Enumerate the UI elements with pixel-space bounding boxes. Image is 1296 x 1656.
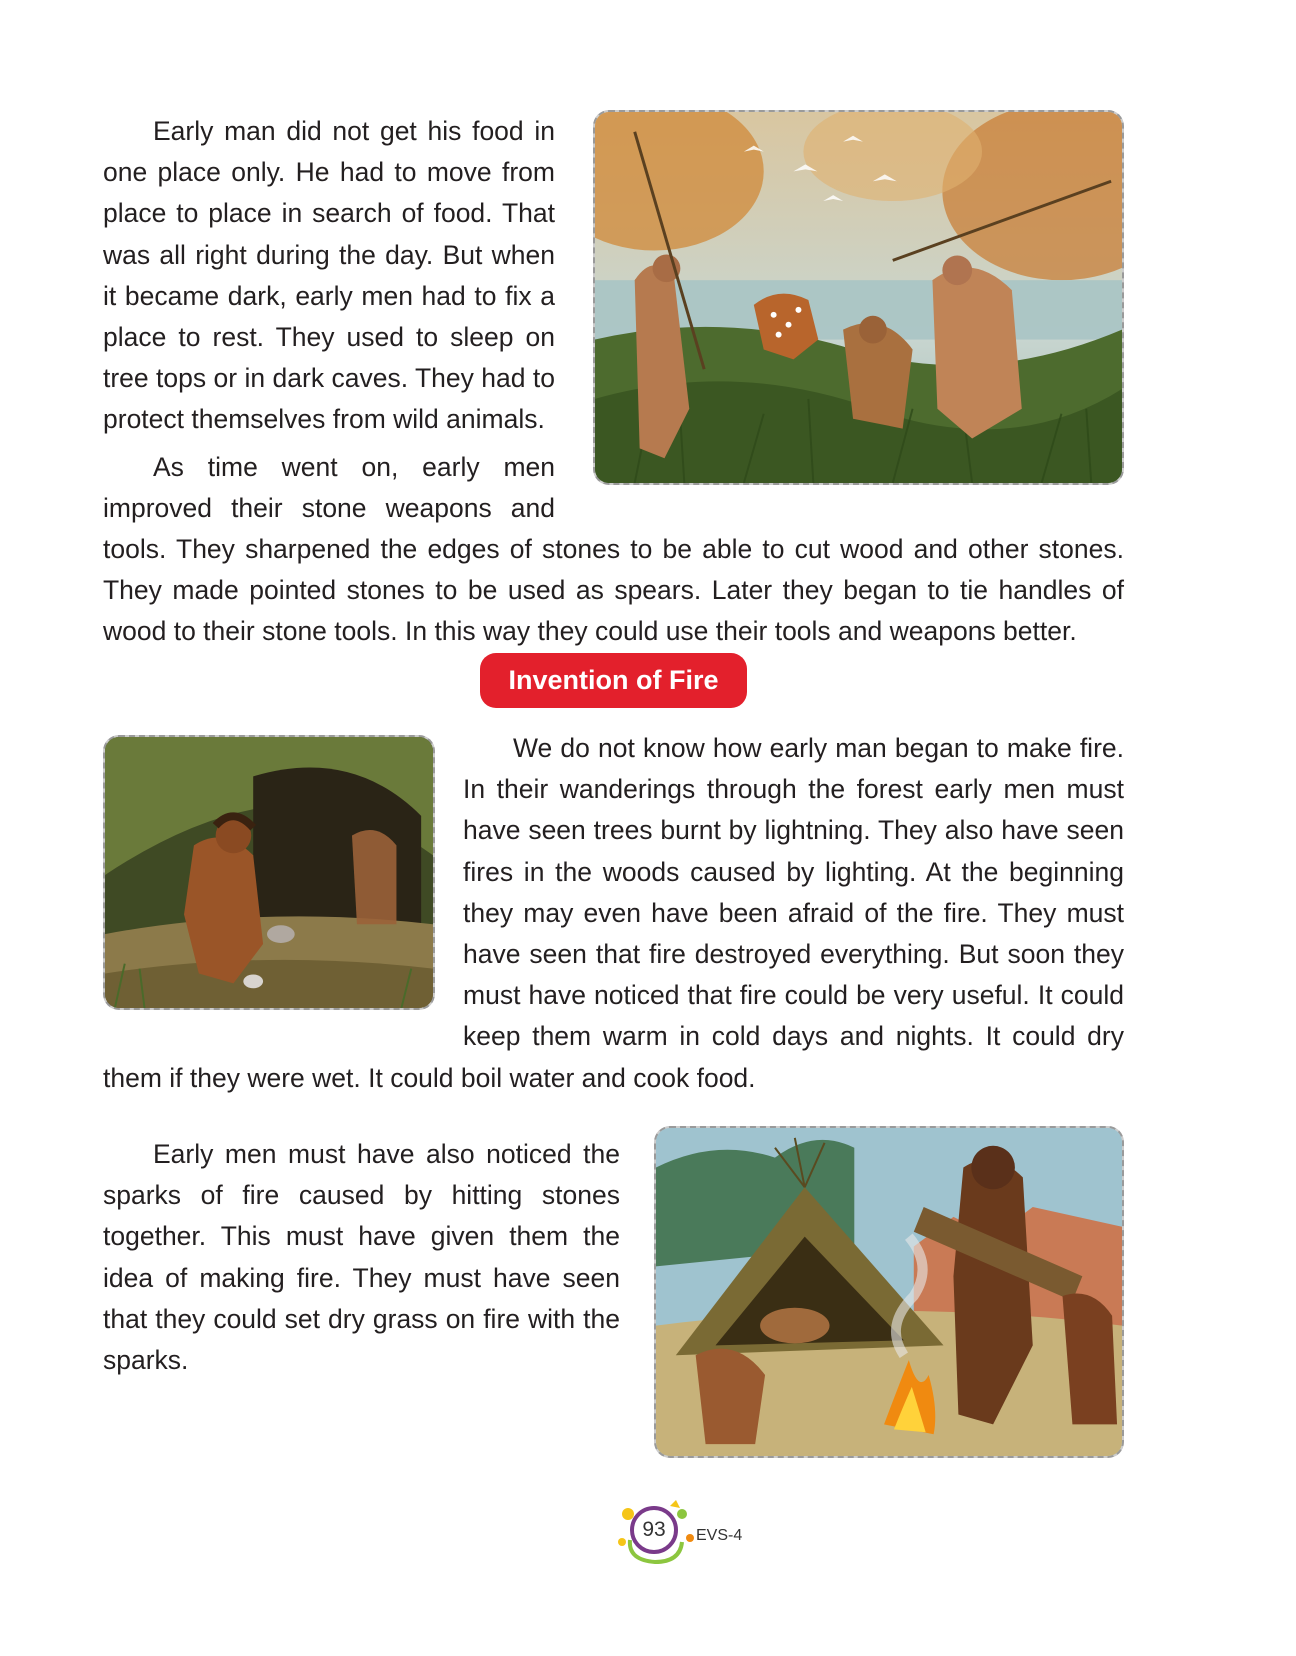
page-footer: [600, 1500, 760, 1570]
section-sparks: [103, 1134, 1124, 1466]
invention-of-fire-heading: Invention of Fire: [480, 653, 746, 708]
section-heading: [103, 653, 1124, 708]
page-number: 93: [642, 1518, 666, 1541]
fire-making-illustration: [103, 735, 435, 1010]
paragraph-stone-tools: As time went on, early men improved their stone weapons and tools. They sharpened the edges of stones to be able to cut wood and other stones. They made pointed stones to be used as spears. Later they began to tie handles of wood to their stone tools. In this way they could use their tools and weapons better.: [103, 451, 1124, 647]
paragraph-sparks: Early men must have also noticed the sparks of fire caused by hitting stones together. This must have given them the idea of making fire. They must have seen that they could set dry grass on fire with the sparks.: [103, 1139, 620, 1376]
book-label: EVS-4: [696, 1527, 743, 1544]
paragraph-fire-discovery: We do not know how early man began to make fire. In their wanderings through the forest early men must have seen trees burnt by lightning. They also have seen fires in the woods caused by lighting. At the beginning they may even have been afraid of the fire. They must have seen that fire destroyed everything. But soon they must have noticed that fire could be very useful. It could keep them warm in cold days and nights. It could dry them if they were wet. It could boil water and cook food.: [103, 733, 1124, 1093]
hunting-illustration: [593, 110, 1124, 485]
section-early-man: [103, 111, 1124, 653]
paragraph-food-search: Early man did not get his food in one place only. He had to move from place to place in search of food. That was all right during the day. But when it became dark, early men had to fix a place to rest. They used to sleep on tree tops or in dark caves. They had to protect themselves from wild animals.: [103, 116, 555, 435]
campfire-illustration: [654, 1126, 1124, 1458]
section-invention-of-fire: [103, 728, 1124, 1099]
